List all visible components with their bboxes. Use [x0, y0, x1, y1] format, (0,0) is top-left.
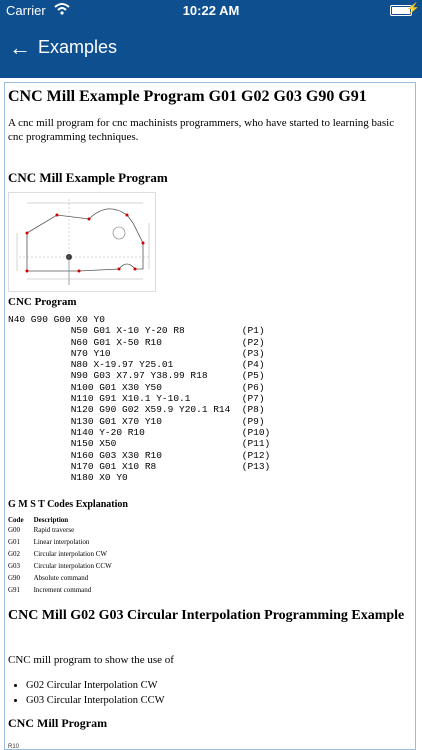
screen-title: Examples [38, 37, 118, 57]
cell-code: G91 [8, 586, 21, 595]
page-title: CNC Mill Example Program G01 G02 G03 G90 G91 [8, 88, 367, 105]
second-intro-text: CNC mill program to show the use of [8, 654, 174, 667]
cell-code: G03 [8, 562, 21, 571]
cell-desc: Increment command [33, 586, 92, 595]
cnc-code-block: N40 G90 G00 X0 Y0 N50 G01 X-10 Y-20 R8 (P1) N60 G01 X-50 R10 (P2) N70 Y10 (P3) N80 X-19.97 Y25.01 (P4) N90 G03 X7.97 Y38.99 R18 (P5) N100 G01 X30 Y50 (P6) N110 G91 X10.1 Y-10.1 (P7) N120 G90 G02 X59.9 Y20.1 R14 (P8) N130 G01 X70 Y10 (P9) N140 Y-20 R10 (P10) N150 X50 (P11) N160 G03 X30 R10 (P12) N170 G01 X10 R8 (P13) N180 X0 Y0 [8, 314, 271, 484]
cell-desc: Absolute command [33, 574, 89, 583]
cell-code: G00 [8, 526, 21, 535]
cell-desc: Circular interpolation CCW [33, 562, 112, 571]
table-row [8, 524, 122, 536]
content-area[interactable] [0, 78, 422, 750]
cnc-drawing-2 [8, 741, 68, 750]
cell-desc: Rapid traverse [33, 526, 75, 535]
clock: 10:22 AM [182, 3, 240, 18]
diagram2-label: R10 [8, 744, 20, 750]
section-title-example: CNC Mill Example Program [8, 170, 168, 185]
cell-code: G02 [8, 550, 21, 559]
carrier-label: Carrier [6, 3, 46, 18]
status-bar [0, 0, 422, 22]
table-row [8, 536, 122, 548]
cell-code: G90 [8, 574, 21, 583]
charging-icon: ⚡ [406, 3, 420, 15]
table-row [8, 572, 122, 584]
list-item: • G03 Circular Interpolation CCW [26, 695, 408, 706]
cell-code: G01 [8, 538, 21, 547]
gm-codes-table [8, 516, 122, 596]
gm-codes-title: G M S T Codes Explanation [8, 499, 128, 511]
table-header-code: Code [8, 516, 24, 525]
interpolation-list [8, 680, 408, 706]
document [8, 88, 408, 750]
table-row [8, 560, 122, 572]
section-title-program: CNC Program [8, 296, 77, 308]
back-arrow-icon[interactable]: ← [9, 35, 31, 60]
cell-desc: Linear interpolation [33, 538, 90, 547]
list-item: • G02 Circular Interpolation CW [26, 680, 408, 691]
app-bar [0, 22, 422, 78]
table-row [8, 548, 122, 560]
table-header-description: Description [33, 516, 69, 525]
second-section-title: CNC Mill G02 G03 Circular Interpolation Programming Example [8, 608, 405, 624]
intro-text: A cnc mill program for cnc machinists programmers, who have started to learning basic cnc programming techniques. [8, 117, 395, 143]
cnc-drawing [8, 192, 156, 292]
section-title-program-2: CNC Mill Program [8, 716, 108, 731]
cell-desc: Circular interpolation CW [33, 550, 108, 559]
table-row [8, 584, 122, 596]
